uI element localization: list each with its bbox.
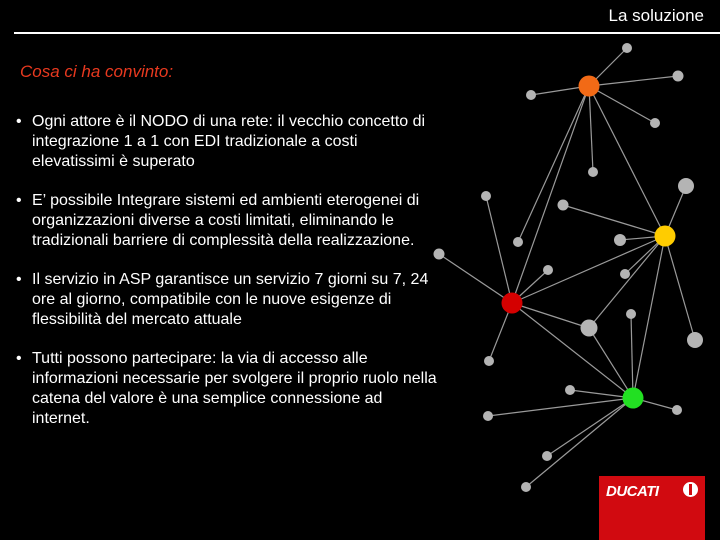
network-hub-orange — [579, 76, 600, 97]
bullet-dot: • — [16, 350, 22, 367]
network-node — [434, 249, 445, 260]
network-node — [558, 200, 569, 211]
network-node — [673, 71, 684, 82]
bullet-text: Il servizio in ASP garantisce un servizio 7 giorni su 7, 24 ore al giorno, compatibile con le nuove esigenze di flessibilità del mercato attuale — [32, 271, 429, 328]
network-node — [588, 167, 598, 177]
network-node — [484, 356, 494, 366]
network-node — [650, 118, 660, 128]
network-node — [483, 411, 493, 421]
network-edge — [512, 303, 589, 328]
bullet-dot: • — [16, 113, 22, 130]
network-node — [543, 265, 553, 275]
ducati-logo — [599, 476, 705, 540]
network-node — [620, 269, 630, 279]
network-edges — [439, 48, 695, 487]
network-node — [581, 320, 598, 337]
network-edge — [486, 196, 512, 303]
bullet-text: Tutti possono partecipare: la via di accesso alle informazioni necessarie per svolgere il proprio ruolo nella catena del valore è una semplice connessione ad internet. — [32, 350, 437, 427]
ducati-logo-mark-cut — [689, 484, 692, 495]
network-edge — [589, 86, 593, 172]
network-node — [626, 309, 636, 319]
network-edge — [526, 398, 633, 487]
network-node — [622, 43, 632, 53]
subtitle: Cosa ci ha convinto: — [20, 62, 174, 81]
network-edge — [589, 76, 678, 86]
slide-title: La soluzione — [608, 6, 704, 25]
network-node — [672, 405, 682, 415]
ducati-logo-text: DUCATI — [606, 483, 659, 500]
network-node — [481, 191, 491, 201]
network-node — [526, 90, 536, 100]
network-edge — [665, 236, 695, 340]
network-edge — [631, 314, 633, 398]
network-node — [542, 451, 552, 461]
network-node — [565, 385, 575, 395]
network-edge — [589, 328, 633, 398]
network-hub-red — [502, 293, 523, 314]
network-edge — [589, 86, 665, 236]
network-node — [614, 234, 626, 246]
bullet-text: E’ possibile Integrare sistemi ed ambienti eterogenei di organizzazioni diverse a costi limitati, eliminando le tradizionali barriere di complessità della realizzazione. — [32, 192, 420, 249]
bullet-dot: • — [16, 271, 22, 288]
network-node — [687, 332, 703, 348]
network-edge — [563, 205, 665, 236]
network-node — [678, 178, 694, 194]
network-edge — [512, 303, 633, 398]
bullet-dot: • — [16, 192, 22, 209]
network-edge — [439, 254, 512, 303]
network-edge — [512, 236, 665, 303]
network-edge — [518, 86, 589, 242]
network-nodes — [434, 43, 704, 492]
network-node — [521, 482, 531, 492]
ducati-logo-mark-icon — [683, 482, 698, 497]
bullet-text: Ogni attore è il NODO di una rete: il vecchio concetto di integrazione 1 a 1 con EDI tradizionale a costi elevatissimi è superato — [32, 113, 426, 170]
network-edge — [633, 236, 665, 398]
network-hub-green — [623, 388, 644, 409]
network-node — [513, 237, 523, 247]
network-hub-yellow — [655, 226, 676, 247]
